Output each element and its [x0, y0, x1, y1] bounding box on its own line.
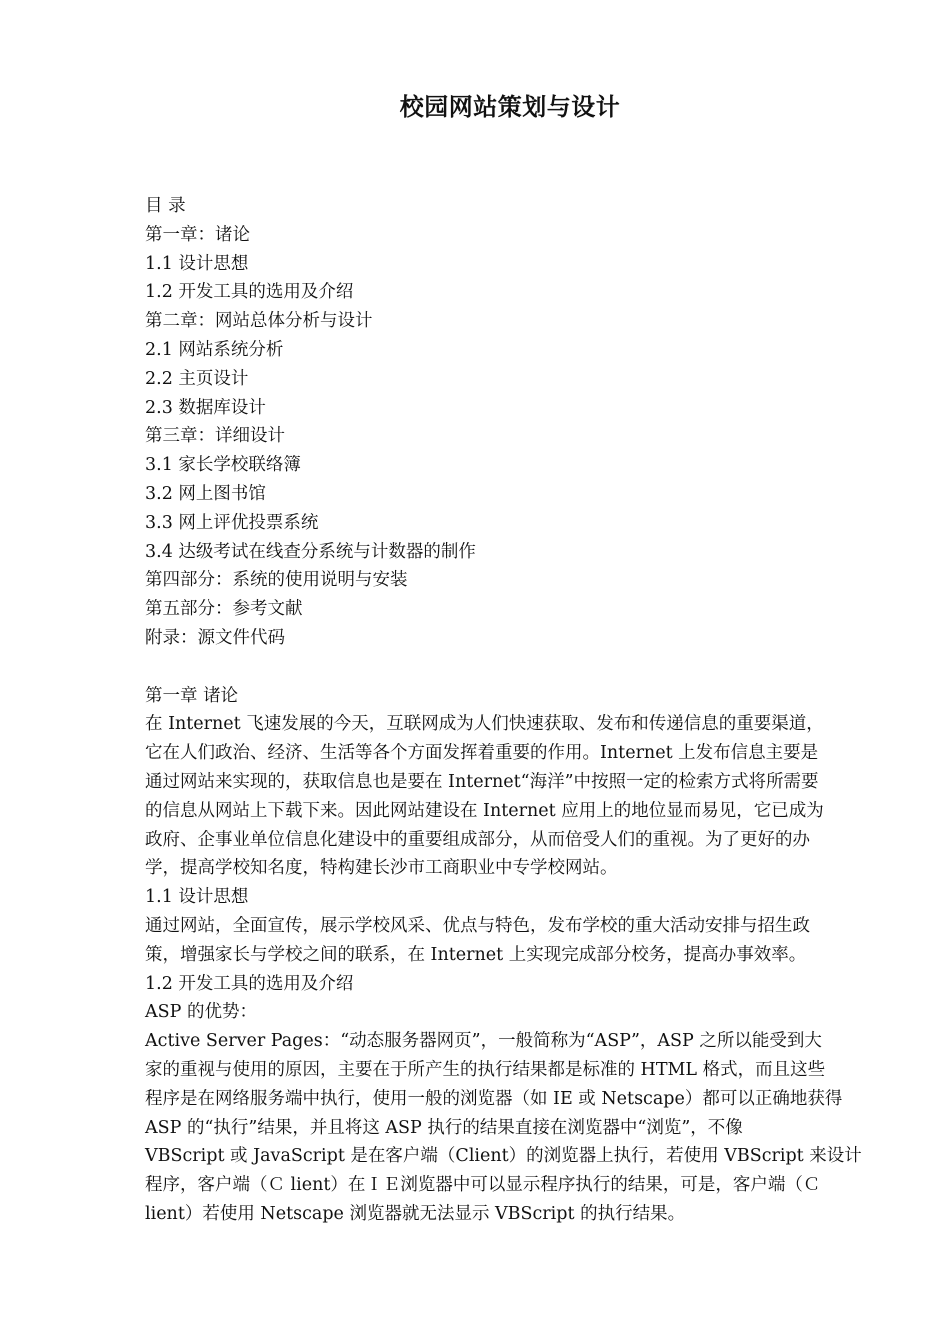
paragraph-line: 策，增强家长与学校之间的联系，在 Internet 上实现完成部分校务，提高办事效率。 — [145, 944, 807, 965]
toc-item: 附录：源文件代码 — [145, 627, 285, 648]
paragraph-line: 学，提高学校知名度，特构建长沙市工商职业中专学校网站。 — [145, 858, 618, 879]
toc-item: 第五部分：参考文献 — [145, 599, 303, 620]
paragraph-line: 它在人们政治、经济、生活等各个方面发挥着重要的作用。Internet 上发布信息主要是 — [145, 743, 819, 764]
toc-item: 第二章：网站总体分析与设计 — [145, 311, 373, 332]
toc-item: 3.1 家长学校联络簿 — [145, 455, 301, 476]
chapter-heading: 第一章 诸论 — [145, 685, 239, 706]
paragraph-line: 政府、企事业单位信息化建设中的重要组成部分，从而倍受人们的重视。为了更好的办 — [145, 829, 810, 850]
section-heading: 1.2 开发工具的选用及介绍 — [145, 973, 354, 994]
paragraph-line: 程序是在网络服务端中执行，使用一般的浏览器（如 IE 或 Netscape）都可以正确地获得 — [145, 1088, 843, 1109]
toc-item: 2.1 网站系统分析 — [145, 339, 284, 360]
paragraph-line: lient）若使用 Netscape 浏览器就无法显示 VBScript 的执行结果。 — [145, 1203, 686, 1224]
paragraph-line: 程序，客户端（Ｃ lient）在ＩＥ浏览器中可以显示程序执行的结果，可是，客户端（Ｃ — [145, 1175, 821, 1196]
paragraph-line: 通过网站来实现的，获取信息也是要在 Internet“海洋”中按照一定的检索方式将所需要 — [145, 771, 819, 792]
subheading: ASP 的优势： — [145, 1002, 257, 1023]
paragraph-line: ASP 的“执行”结果，并且将这 ASP 执行的结果直接在浏览器中“浏览”，不像 — [145, 1117, 743, 1138]
toc-item: 1.1 设计思想 — [145, 253, 249, 274]
toc-item: 第四部分：系统的使用说明与安装 — [145, 570, 408, 591]
toc-item: 第三章：详细设计 — [145, 426, 285, 447]
paragraph-line: VBScript 或 JavaScript 是在客户端（Client）的浏览器上执行，若使用 VBScript 来设计 — [145, 1146, 862, 1167]
paragraph-line: 家的重视与使用的原因，主要在于所产生的执行结果都是标准的 HTML 格式，而且这些 — [145, 1059, 826, 1080]
toc-item: 1.2 开发工具的选用及介绍 — [145, 282, 354, 303]
document-title: 校园网站策划与设计 — [399, 92, 621, 121]
toc-item: 2.3 数据库设计 — [145, 397, 266, 418]
toc-item: 第一章：诸论 — [145, 224, 250, 245]
document-body — [145, 192, 880, 1229]
paragraph-line: 的信息从网站上下载下来。因此网站建设在 Internet 应用上的地位显而易见，它已成为 — [145, 800, 824, 821]
toc-item: 3.2 网上图书馆 — [145, 483, 266, 504]
section-heading: 1.1 设计思想 — [145, 887, 249, 908]
toc-item: 3.3 网上评优投票系统 — [145, 512, 319, 533]
spacer — [145, 653, 880, 682]
toc-heading: 目 录 — [145, 196, 186, 216]
paragraph-line: 通过网站，全面宣传，展示学校风采、优点与特色，发布学校的重大活动安排与招生政 — [145, 915, 810, 936]
toc-item: 3.4 达级考试在线查分系统与计数器的制作 — [145, 541, 476, 562]
paragraph-line: Active Server Pages：“动态服务器网页”，一般简称为“ASP”，ASP 之所以能受到大 — [145, 1031, 822, 1052]
paragraph-line: 在 Internet 飞速发展的今天，互联网成为人们快速获取、发布和传递信息的重要渠道， — [145, 714, 824, 735]
toc-item: 2.2 主页设计 — [145, 368, 249, 389]
